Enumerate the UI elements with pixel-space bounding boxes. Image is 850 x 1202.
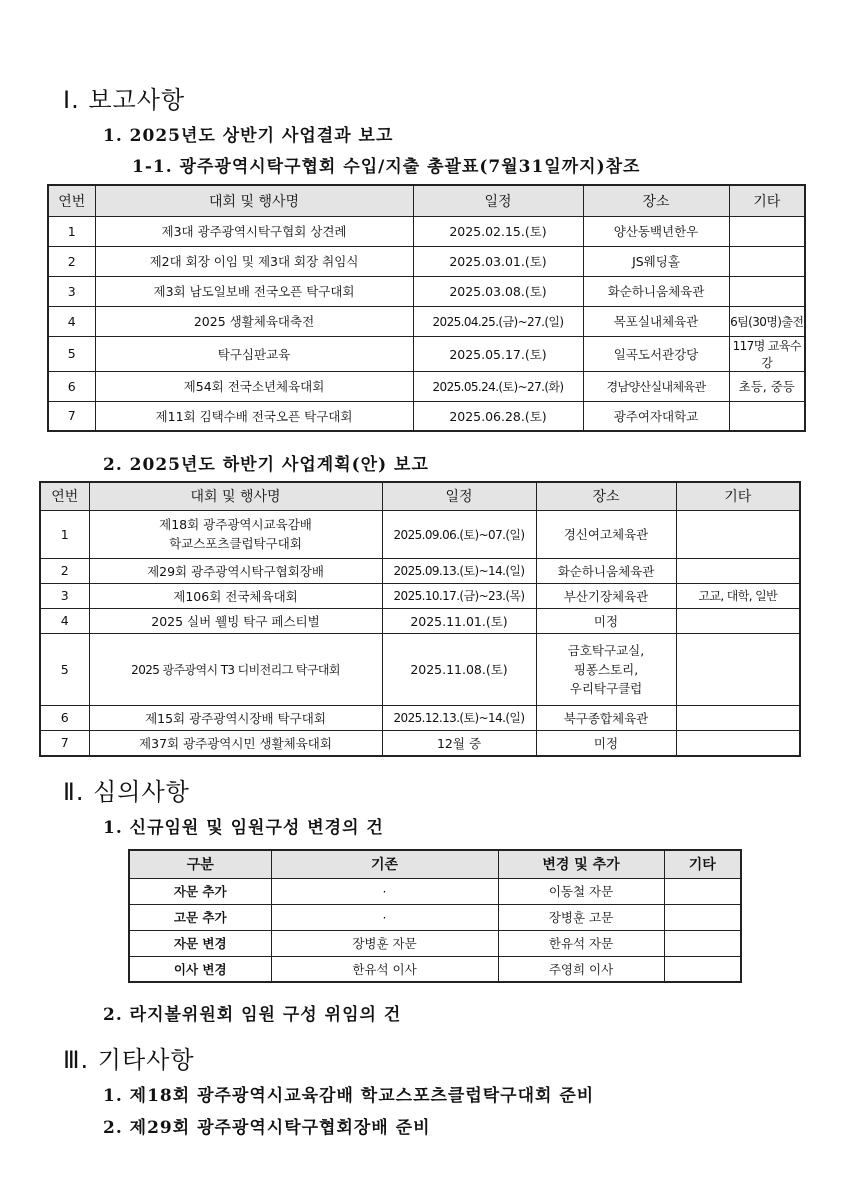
cell-no: 7 bbox=[48, 401, 95, 431]
cell-date: 2025.05.24.(토)~27.(화) bbox=[413, 371, 583, 401]
cell-name: 제2대 회장 이임 및 제3대 회장 취임식 bbox=[95, 246, 413, 276]
cell-date: 2025.12.13.(토)~14.(일) bbox=[382, 705, 536, 730]
cell-date: 2025.10.17.(금)~23.(목) bbox=[382, 583, 536, 608]
cell-before: · bbox=[271, 904, 498, 930]
cell-date: 2025.03.01.(토) bbox=[413, 246, 583, 276]
cell-note: 초등, 중등 bbox=[729, 371, 805, 401]
cell-name: 2025 생활체육대축전 bbox=[95, 306, 413, 336]
cell-note bbox=[676, 633, 800, 705]
header-no: 연번 bbox=[48, 185, 95, 216]
cell-after: 이동철 자문 bbox=[498, 878, 664, 904]
cell-before: 한유석 이사 bbox=[271, 956, 498, 982]
header-before: 기존 bbox=[271, 850, 498, 878]
table-header-row bbox=[129, 850, 741, 878]
table-row bbox=[48, 401, 805, 431]
cell-place: JS웨딩홀 bbox=[583, 246, 729, 276]
header-date: 일정 bbox=[413, 185, 583, 216]
table-row bbox=[129, 956, 741, 982]
cell-no: 3 bbox=[40, 583, 89, 608]
cell-place: 목포실내체육관 bbox=[583, 306, 729, 336]
table-row bbox=[129, 930, 741, 956]
cell-place: 양산동백년한우 bbox=[583, 216, 729, 246]
cell-note bbox=[664, 904, 741, 930]
cell-place-line: 우리탁구클럽 bbox=[569, 680, 643, 696]
table-row bbox=[40, 558, 800, 583]
cell-name: 제106회 전국체육대회 bbox=[89, 583, 382, 608]
table-header-row bbox=[40, 482, 800, 510]
section-1-item-2: 2. 2025년도 하반기 사업계획(안) 보고 bbox=[103, 455, 429, 475]
header-kind: 구분 bbox=[129, 850, 271, 878]
cell-no: 2 bbox=[40, 558, 89, 583]
cell-note bbox=[676, 730, 800, 756]
cell-note bbox=[729, 216, 805, 246]
table-row bbox=[40, 608, 800, 633]
table-row bbox=[48, 216, 805, 246]
cell-place: 미정 bbox=[536, 730, 676, 756]
cell-kind: 고문 추가 bbox=[129, 904, 271, 930]
table-row bbox=[40, 730, 800, 756]
cell-no: 2 bbox=[48, 246, 95, 276]
cell-place: 부산기장체육관 bbox=[536, 583, 676, 608]
cell-note: 고교, 대학, 일반 bbox=[676, 583, 800, 608]
section-1-title: Ⅰ. 보고사항 bbox=[63, 86, 186, 114]
cell-place bbox=[536, 633, 676, 705]
cell-name: 제11회 김택수배 전국오픈 탁구대회 bbox=[95, 401, 413, 431]
cell-note: 6팀(30명)출전 bbox=[729, 306, 805, 336]
table-row bbox=[48, 246, 805, 276]
table-row bbox=[48, 276, 805, 306]
cell-place: 경신여고체육관 bbox=[536, 510, 676, 558]
table-row bbox=[48, 306, 805, 336]
cell-name-line: 학교스포츠클럽탁구대회 bbox=[169, 536, 302, 551]
section-3-title: Ⅲ. 기타사항 bbox=[63, 1046, 195, 1074]
cell-name: 제54회 전국소년체육대회 bbox=[95, 371, 413, 401]
cell-date: 2025.02.15.(토) bbox=[413, 216, 583, 246]
cell-no: 6 bbox=[48, 371, 95, 401]
table-header-row bbox=[48, 185, 805, 216]
cell-no: 5 bbox=[40, 633, 89, 705]
cell-date: 2025.09.13.(토)~14.(일) bbox=[382, 558, 536, 583]
table-row bbox=[40, 705, 800, 730]
cell-kind: 이사 변경 bbox=[129, 956, 271, 982]
cell-date: 12월 중 bbox=[382, 730, 536, 756]
table-row bbox=[129, 904, 741, 930]
section-3-item-2: 2. 제29회 광주광역시탁구협회장배 준비 bbox=[103, 1118, 431, 1138]
header-name: 대회 및 행사명 bbox=[95, 185, 413, 216]
cell-no: 3 bbox=[48, 276, 95, 306]
cell-name bbox=[89, 510, 382, 558]
header-note: 기타 bbox=[729, 185, 805, 216]
cell-place: 북구종합체육관 bbox=[536, 705, 676, 730]
cell-place: 화순하니움체육관 bbox=[536, 558, 676, 583]
cell-note bbox=[676, 608, 800, 633]
header-no: 연번 bbox=[40, 482, 89, 510]
cell-no: 1 bbox=[48, 216, 95, 246]
cell-date: 2025.03.08.(토) bbox=[413, 276, 583, 306]
cell-name: 제3회 남도일보배 전국오픈 탁구대회 bbox=[95, 276, 413, 306]
header-name: 대회 및 행사명 bbox=[89, 482, 382, 510]
table-row bbox=[48, 336, 805, 371]
cell-no: 6 bbox=[40, 705, 89, 730]
cell-kind: 자문 추가 bbox=[129, 878, 271, 904]
section-2-item-1: 1. 신규임원 및 임원구성 변경의 건 bbox=[103, 818, 384, 838]
cell-note bbox=[729, 401, 805, 431]
table-row bbox=[40, 633, 800, 705]
cell-after: 주영희 이사 bbox=[498, 956, 664, 982]
cell-date: 2025.05.17.(토) bbox=[413, 336, 583, 371]
table-row bbox=[40, 583, 800, 608]
cell-after: 한유석 자문 bbox=[498, 930, 664, 956]
table-row bbox=[129, 878, 741, 904]
cell-note bbox=[664, 956, 741, 982]
cell-no: 5 bbox=[48, 336, 95, 371]
cell-name: 제15회 광주광역시장배 탁구대회 bbox=[89, 705, 382, 730]
cell-place-line: 금호탁구교실, bbox=[567, 642, 645, 658]
cell-name: 제3대 광주광역시탁구협회 상견례 bbox=[95, 216, 413, 246]
table-first-half-results bbox=[47, 184, 806, 432]
cell-note bbox=[676, 705, 800, 730]
cell-no: 7 bbox=[40, 730, 89, 756]
cell-note bbox=[664, 930, 741, 956]
cell-date: 2025.09.06.(토)~07.(일) bbox=[382, 510, 536, 558]
header-place: 장소 bbox=[536, 482, 676, 510]
cell-place: 미정 bbox=[536, 608, 676, 633]
cell-note bbox=[676, 558, 800, 583]
cell-date: 2025.06.28.(토) bbox=[413, 401, 583, 431]
cell-note bbox=[729, 276, 805, 306]
section-2-item-2: 2. 라지볼위원회 임원 구성 위임의 건 bbox=[103, 1005, 402, 1025]
section-2-title: Ⅱ. 심의사항 bbox=[63, 778, 190, 806]
cell-place-line: 핑퐁스토리, bbox=[573, 661, 639, 677]
cell-name: 제37회 광주광역시민 생활체육대회 bbox=[89, 730, 382, 756]
cell-before: 장병훈 자문 bbox=[271, 930, 498, 956]
cell-note: 117명 교육수강 bbox=[729, 336, 805, 371]
cell-note bbox=[729, 246, 805, 276]
header-date: 일정 bbox=[382, 482, 536, 510]
cell-after: 장병훈 고문 bbox=[498, 904, 664, 930]
cell-no: 4 bbox=[40, 608, 89, 633]
section-1-item-1: 1. 2025년도 상반기 사업결과 보고 bbox=[103, 126, 394, 146]
table-second-half-plan bbox=[39, 481, 801, 757]
cell-kind: 자문 변경 bbox=[129, 930, 271, 956]
table-officer-changes bbox=[128, 849, 742, 983]
cell-name: 2025 광주광역시 T3 디비전리그 탁구대회 bbox=[89, 633, 382, 705]
header-place: 장소 bbox=[583, 185, 729, 216]
cell-name-line: 제18회 광주광역시교육감배 bbox=[159, 517, 312, 532]
cell-name: 2025 실버 웰빙 탁구 페스티벌 bbox=[89, 608, 382, 633]
table-row bbox=[48, 371, 805, 401]
cell-place: 광주여자대학교 bbox=[583, 401, 729, 431]
section-3-item-1: 1. 제18회 광주광역시교육감배 학교스포츠클럽탁구대회 준비 bbox=[103, 1086, 595, 1106]
cell-name: 탁구심판교육 bbox=[95, 336, 413, 371]
cell-name: 제29회 광주광역시탁구협회장배 bbox=[89, 558, 382, 583]
cell-no: 1 bbox=[40, 510, 89, 558]
table-row bbox=[40, 510, 800, 558]
section-1-item-1-sub: 1-1. 광주광역시탁구협회 수입/지출 총괄표(7월31일까지)참조 bbox=[132, 157, 641, 177]
cell-date: 2025.11.01.(토) bbox=[382, 608, 536, 633]
cell-date: 2025.11.08.(토) bbox=[382, 633, 536, 705]
cell-place: 화순하니움체육관 bbox=[583, 276, 729, 306]
header-after: 변경 및 추가 bbox=[498, 850, 664, 878]
cell-no: 4 bbox=[48, 306, 95, 336]
cell-place: 일곡도서관강당 bbox=[583, 336, 729, 371]
cell-date: 2025.04.25.(금)~27.(일) bbox=[413, 306, 583, 336]
cell-note bbox=[676, 510, 800, 558]
cell-place: 경남양산실내체육관 bbox=[583, 371, 729, 401]
cell-before: · bbox=[271, 878, 498, 904]
cell-note bbox=[664, 878, 741, 904]
header-note: 기타 bbox=[676, 482, 800, 510]
header-note: 기타 bbox=[664, 850, 741, 878]
